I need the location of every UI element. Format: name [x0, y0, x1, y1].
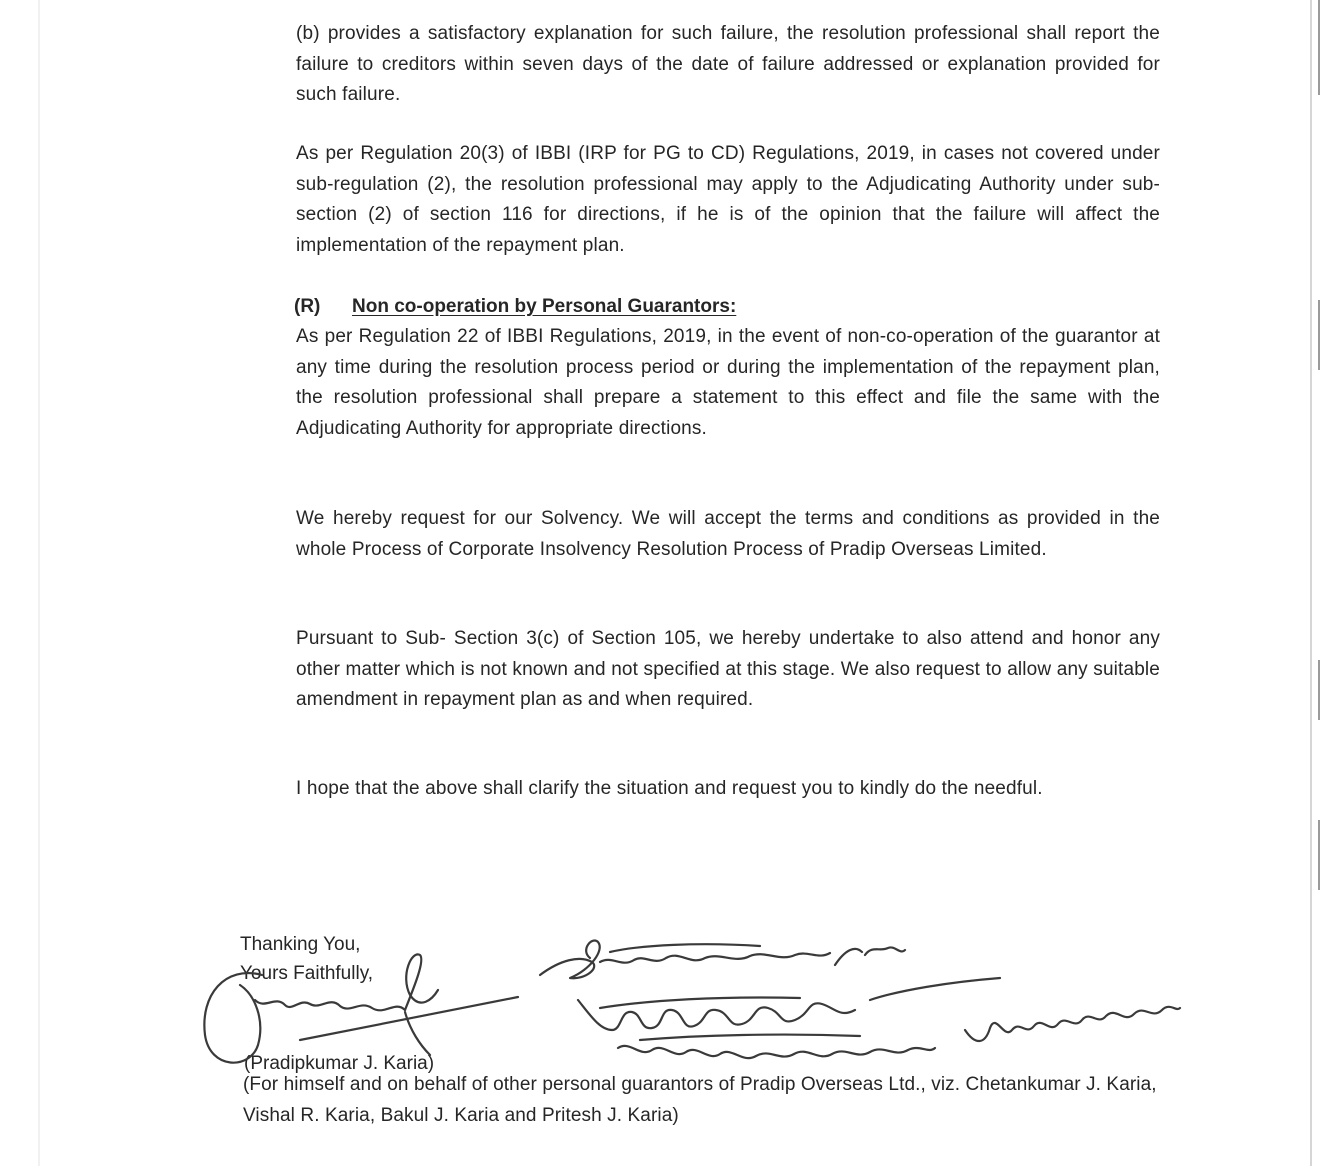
- thanking-you: Thanking You,: [240, 934, 361, 955]
- signature-stroke: [540, 941, 600, 979]
- signature-stroke: [870, 978, 1000, 1000]
- paragraph-regulation-20-3: As per Regulation 20(3) of IBBI (IRP for PG to CD) Regulations, 2019, in cases not covered under sub-regulation (2), the resolution professional may apply to the Adjudicating Authority under sub-section (2) of section 116 for directions, if he is of the opinion that the failure will affect the implementation of the repayment plan.: [296, 143, 1160, 256]
- paragraph-closing-hope: I hope that the above shall clarify the situation and request you to kindly do the needful.: [296, 778, 1043, 799]
- paragraph-solvency-request: We hereby request for our Solvency. We will accept the terms and conditions as provided in the whole Process of Corporate Insolvency Resolution Process of Pradip Overseas Limited.: [296, 508, 1160, 560]
- signature-stroke: [600, 997, 800, 1008]
- signature-stroke: [835, 947, 905, 965]
- signature-stroke: [300, 997, 518, 1040]
- behalf-note: (For himself and on behalf of other personal guarantors of Pradip Overseas Ltd., viz. Chetankumar J. Karia, Vishal R. Karia, Bakul J. Karia and Pritesh J. Karia): [243, 1074, 1157, 1126]
- signature-stroke: [600, 953, 830, 963]
- yours-faithfully: Yours Faithfully,: [240, 963, 374, 984]
- signature-stroke: [610, 944, 760, 952]
- section-label: (R): [294, 296, 321, 317]
- signature-stroke: [405, 954, 438, 1010]
- signatory-name: (Pradipkumar J. Karia): [244, 1053, 435, 1074]
- signature-stroke: [965, 1007, 1180, 1041]
- paragraph-undertaking: Pursuant to Sub- Section 3(c) of Section 105, we hereby undertake to also attend and honor any other matter which is not known and not specified at this stage. We also request to allow any suitable amendment in repayment plan as and when required.: [296, 628, 1160, 710]
- signature-stroke: [204, 973, 262, 1063]
- section-title: Non co-operation by Personal Guarantors:: [352, 296, 737, 317]
- paragraph-regulation-22: As per Regulation 22 of IBBI Regulations, 2019, in the event of non-co-operation of the guarantor at any time during the resolution process period or during the implementation of the repayment plan, the resolution professional shall prepare a statement to this effect and file the same with the Adjudicating Authority for appropriate directions.: [296, 326, 1160, 439]
- signature-stroke: [640, 1035, 860, 1040]
- paragraph-failure-explanation: (b) provides a satisfactory explanation for such failure, the resolution professional shall report the failure to creditors within seven days of the date of failure addressed or explanation provided for such failure.: [296, 23, 1160, 105]
- signature-stroke: [255, 1000, 405, 1010]
- signature-stroke: [618, 1046, 935, 1058]
